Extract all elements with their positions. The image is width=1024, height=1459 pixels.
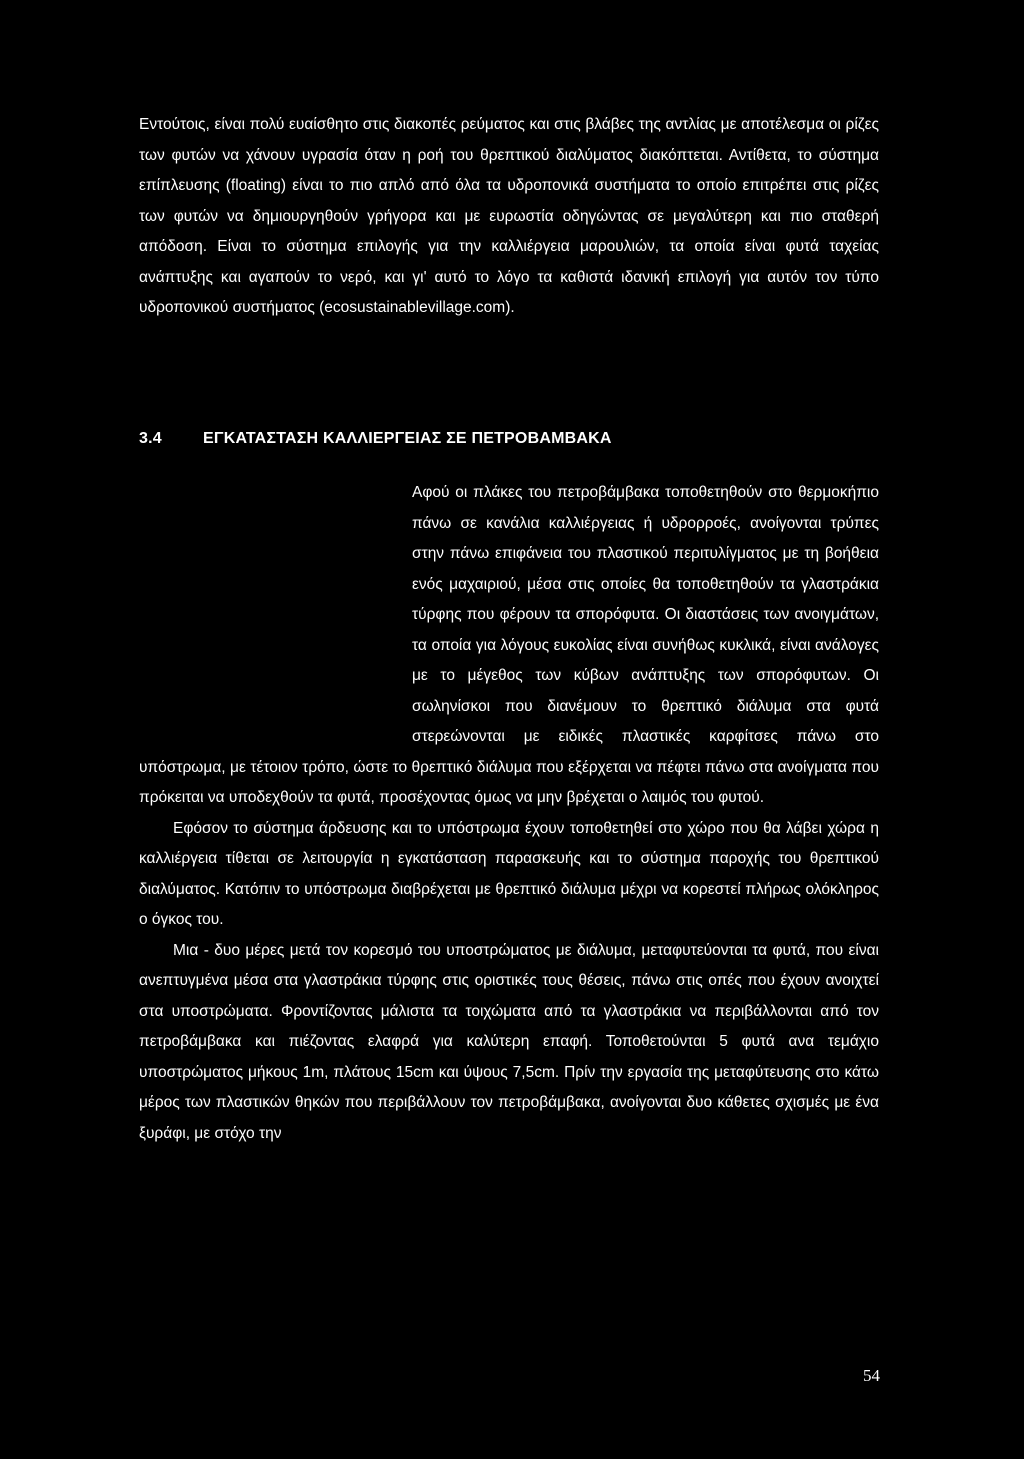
page-number: 54 [863, 1366, 880, 1385]
paragraph-2: Αφού οι πλάκες του πετροβάμβακα τοποθετηθούν στο θερμοκήπιο πάνω σε κανάλια καλλιέργειας ή υδρορροές, ανοίγονται τρύπες στην πάνω επιφάνεια του πλαστικού περιτυλίγματος με τη βοήθεια ενός μαχαιριού, μέσα στις οποίες θα τοποθετηθούν τα γλαστράκια τύρφης που φέρουν τα σπορόφυτα. Οι διαστάσεις των ανοιγμάτων, τα οποία για λόγους ευκολίας είναι συνήθως κυκλικά, είναι ανάλογες με το μέγεθος των κύβων ανάπτυξης των σπορόφυτων. Οι σωληνίσκοι που διανέμουν το θρεπτικό διάλυμα στα φυτά στερεώνονται με ειδικές πλαστικές καρφίτσες πάνω στο υπόστρωμα, με τέτοιον τρόπο, ώστε το θρεπτικό διάλυμα που εξέρχεται να πέφτει πάνω στα ανοίγματα που πρόκειται να υποδεχθούν τα φυτά, προσέχοντας όμως να μην βρέχεται ο λαιμός του φυτού. [139, 484, 879, 806]
image-placeholder-space [139, 478, 412, 728]
paragraph-1 [139, 110, 879, 324]
section-title: ΕΓΚΑΤΑΣΤΑΣΗ ΚΑΛΛΙΕΡΓΕΙΑΣ ΣΕ ΠΕΤΡΟΒΑΜΒΑΚΑ [203, 430, 612, 447]
paragraph-1-text: Εντούτοις, είναι πολύ ευαίσθητο στις διακοπές ρεύματος και στις βλάβες της αντλίας με αποτέλεσμα οι ρίζες των φυτών να χάνουν υγρασία όταν η ροή του θρεπτικού διαλύματος διακόπτεται. Αντίθετα, το σύστημα επίπλευσης (floating) είναι το πιο απλό από όλα τα υδροπονικά συστήματα το οποίο επιτρέπει στις ρίζες των φυτών να δημιουργηθούν γρήγορα και με ευρωστία οδηγώντας σε μεγαλύτερη και πιο σταθερή απόδοση. Είναι το σύστημα επιλογής για την καλλιέργεια μαρουλιών, τα οποία είναι φυτά ταχείας ανάπτυξης και αγαπούν το νερό, και γι' αυτό το λόγο τα καθιστά ιδανική επιλογή για αυτόν τον τύπο υδροπονικού συστήματος (ecosustainablevillage.com). [139, 116, 879, 316]
section-heading [139, 430, 612, 448]
section-body [139, 478, 879, 1149]
paragraph-3: Εφόσον το σύστημα άρδευσης και το υπόστρωμα έχουν τοποθετηθεί στο χώρο που θα λάβει χώρα η καλλιέργεια τίθεται σε λειτουργία η εγκατάσταση παρασκευής και το σύστημα παροχής του θρεπτικού διαλύματος. Κατόπιν το υπόστρωμα διαβρέχεται με θρεπτικό διάλυμα μέχρι να κορεστεί πλήρως ολόκληρος ο όγκος του. [139, 819, 879, 928]
paragraph-4: Μια - δυο μέρες μετά τον κορεσμό του υποστρώματος με διάλυμα, μεταφυτεύονται τα φυτά, που είναι ανεπτυγμένα μέσα στα γλαστράκια τύρφης στις οριστικές τους θέσεις, πάνω στις οπές που έχουν ανοιχτεί στα υποστρώματα. Φροντίζοντας μάλιστα τα τοιχώματα από τα γλαστράκια να περιβάλλονται από τον πετροβάμβακα και πιέζοντας ελαφρά για καλύτερη επαφή. Τοποθετούνται 5 φυτά ανα τεμάχιο υποστρώματος μήκους 1m, πλάτους 15cm και ύψους 7,5cm. Πρίν την εργασία της μεταφύτευσης στο κάτω μέρος των πλαστικών θηκών που περιβάλλουν τον πετροβάμβακα, ανοίγονται δυο κάθετες σχισμές με ένα ξυράφι, με στόχο την [139, 941, 879, 1142]
section-number: 3.4 [139, 430, 162, 447]
